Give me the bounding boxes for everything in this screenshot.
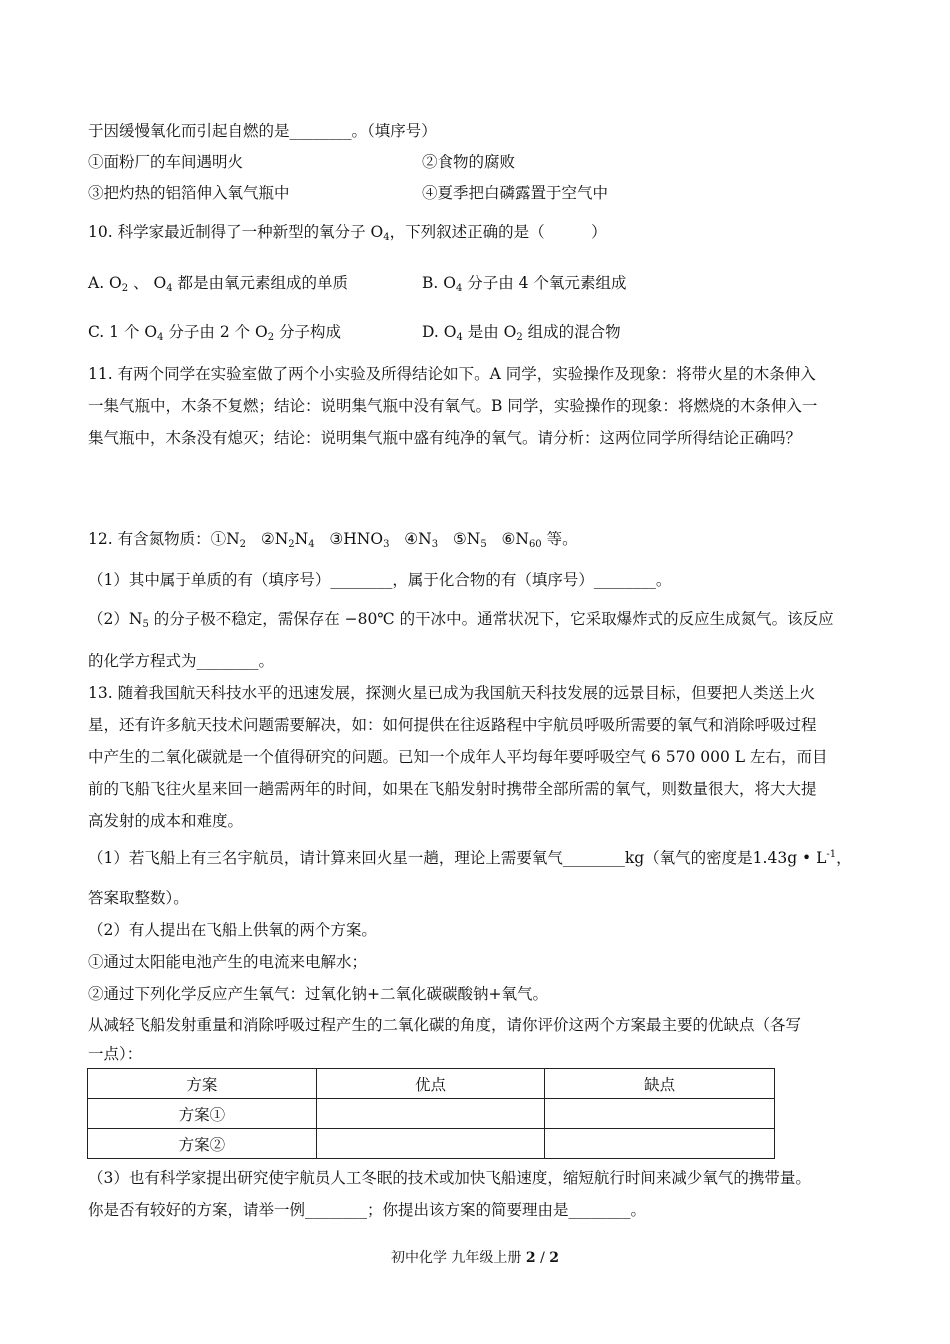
q9-option-3: ③把灼热的铝箔伸入氧气瓶中 (88, 184, 290, 202)
q11-line-2: 一集气瓶中，木条不复燃；结论：说明集气瓶中没有氧气。B 同学，实验操作的现象：将燃烧的木条伸入一 (88, 397, 818, 415)
table-header-row (88, 1069, 775, 1099)
q13-plan-1: ①通过太阳能电池产生的电流来电解水； (88, 953, 368, 971)
q13-part-1-line-2: 答案取整数）。 (88, 889, 189, 907)
q9-option-4: ④夏季把白磷露置于空气中 (422, 184, 609, 202)
q9-tail: 于因缓慢氧化而引起自燃的是________。（填序号） (88, 122, 437, 140)
q13-part-1: （1）若飞船上有三名宇航员，请计算来回火星一趟，理论上需要氧气________kg（氧气的密度是1.43g • $L^{-1}$， (88, 849, 852, 867)
q10-stem: 10. 科学家最近制得了一种新型的氧分子 $O_4$，下列叙述正确的是（ ） (88, 223, 607, 243)
q11-line-3: 集气瓶中，木条没有熄灭；结论：说明集气瓶中盛有纯净的氧气。请分析：这两位同学所得结论正确吗？ (88, 429, 802, 447)
table-header-cell: 缺点 (545, 1069, 775, 1099)
table-cell-disadvantage[interactable] (545, 1099, 775, 1129)
q13-part-3-line-2: 你是否有较好的方案，请举一例________；你提出该方案的简要理由是________。 (88, 1201, 647, 1219)
q12-part-2: $(2)N_5$ 的分子极不稳定，需保存在 −80℃ 的干冰中。通常状况下，它采取爆炸式的反应生成氮气。该反应 (88, 610, 834, 630)
q13-evaluate-line-2: 一点）： (88, 1045, 143, 1063)
q11-line-1: 11. 有两个同学在实验室做了两个小实验及所得结论如下。A 同学，实验操作及现象：将带火星的木条伸入 (88, 365, 816, 383)
table-cell-plan: 方案① (88, 1099, 317, 1129)
q13-part-3-line-1: （3）也有科学家提出研究使宇航员人工冬眠的技术或加快飞船速度，缩短航行时间来减少氧气的携带量。 (88, 1169, 811, 1187)
table-cell-plan: 方案② (88, 1129, 317, 1159)
q13-line-4: 前的飞船飞往火星来回一趟需两年的时间，如果在飞船发射时携带全部所需的氧气，则数量很大，将大大提 (88, 780, 817, 798)
q13-line-5: 高发射的成本和难度。 (88, 812, 244, 830)
table-cell-advantage[interactable] (316, 1129, 545, 1159)
q12-stem: 12. 有含氮物质：$①N_2$ $②N_2N_4$ $③HNO_3$ $④N_3$ $⑤N_5$ $⑥N_{60}$ 等。 (88, 530, 578, 550)
table-header-cell: 方案 (88, 1069, 317, 1099)
q10-option-a: A. $O_2$ 、 $O_4$ 都是由氧元素组成的单质 (88, 274, 349, 294)
table-row (88, 1129, 775, 1159)
q13-evaluate-line-1: 从减轻飞船发射重量和消除呼吸过程产生的二氧化碳的角度，请你评价这两个方案最主要的优缺点（各写 (88, 1016, 802, 1034)
q13-line-3: 中产生的二氧化碳就是一个值得研究的问题。已知一个成年人平均每年要呼吸空气 6 570 000 L 左右，而目 (88, 748, 828, 766)
q12-part-1: （1）其中属于单质的有（填序号）________，属于化合物的有（填序号）________。 (88, 571, 672, 589)
q12-part-2-line-2: 的化学方程式为________。 (88, 652, 275, 670)
table-row (88, 1099, 775, 1129)
q13-part-2: （2）有人提出在飞船上供氧的两个方案。 (88, 921, 377, 939)
q13-line-1: 13. 随着我国航天科技水平的迅速发展，探测火星已成为我国航天科技发展的远景目标，但要把人类送上火 (88, 684, 816, 702)
q10-option-c: C. 1 个 $O_4$ 分子由 2 个 $O_2$ 分子构成 (88, 323, 342, 343)
plan-evaluation-table (87, 1068, 775, 1159)
q9-option-1: ①面粉厂的车间遇明火 (88, 153, 244, 171)
q10-option-d: D. $O_4$ 是由 $O_2$ 组成的混合物 (422, 323, 621, 343)
table-cell-advantage[interactable] (316, 1099, 545, 1129)
table-header-cell: 优点 (316, 1069, 545, 1099)
q13-line-2: 星，还有许多航天技术问题需要解决，如：如何提供在往返路程中宇航员呼吸所需要的氧气和消除呼吸过程 (88, 716, 817, 734)
q10-option-b: B. $O_4$ 分子由 4 个氧元素组成 (422, 274, 627, 294)
table-cell-disadvantage[interactable] (545, 1129, 775, 1159)
q13-plan-2: ②通过下列化学反应产生氧气：过氧化钠+二氧化碳碳酸钠+氧气。 (88, 985, 548, 1003)
q9-option-2: ②食物的腐败 (422, 153, 516, 171)
page-footer: 初中化学 九年级上册 2 / 2 (390, 1250, 560, 1266)
